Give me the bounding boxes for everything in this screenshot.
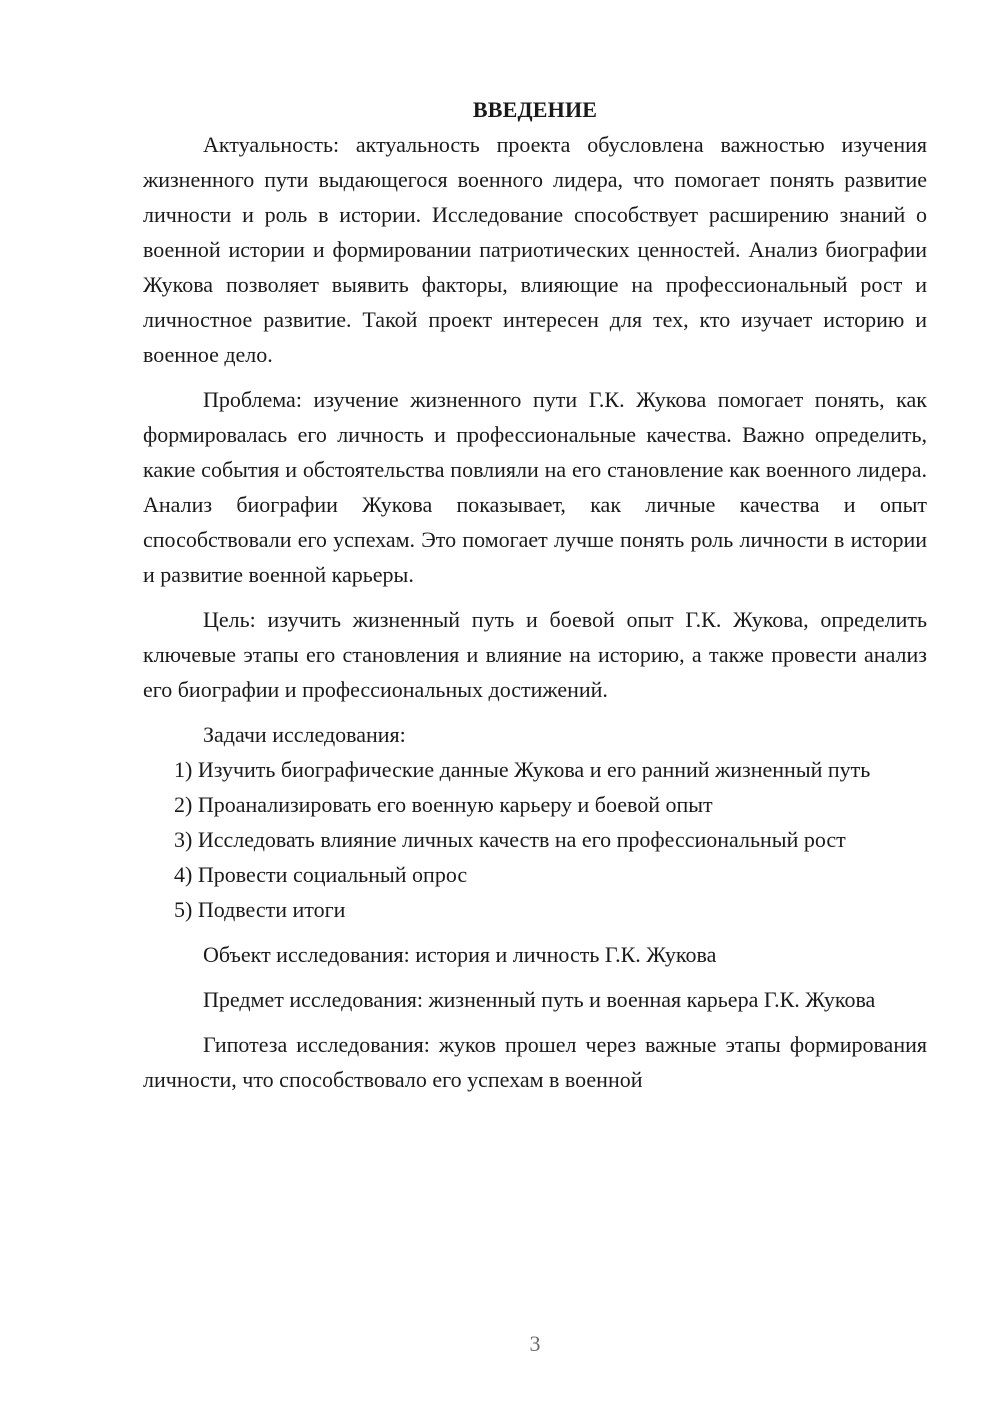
task-item: 3) Исследовать влияние личных качеств на его профессиональный рост (174, 827, 846, 852)
tasks-heading: Задачи исследования: (203, 722, 406, 747)
document-body (143, 92, 927, 1097)
page-number: 3 (529, 1331, 541, 1356)
goal-paragraph: Цель: изучить жизненный путь и боевой опыт Г.К. Жукова, определить ключевые этапы его становления и влияние на историю, а также провести анализ его биографии и профессиональных достижений. (143, 607, 927, 702)
relevance-paragraph: Актуальность: актуальность проекта обусловлена важностью изучения жизненного пути выдающегося военного лидера, что помогает понять развитие личности и роль в истории. Исследование способствует расширению знаний о военной истории и формировании патриотических ценностей. Анализ биографии Жукова позволяет выявить факторы, влияющие на профессиональный рост и личностное развитие. Такой проект интересен для тех, кто изучает историю и военное дело. (143, 132, 927, 367)
task-item: 4) Провести социальный опрос (174, 862, 468, 887)
object-paragraph: Объект исследования: история и личность Г.К. Жукова (203, 942, 717, 967)
subject-paragraph: Предмет исследования: жизненный путь и военная карьера Г.К. Жукова (203, 987, 876, 1012)
section-title: ВВЕДЕНИЕ (472, 97, 598, 122)
task-item: 5) Подвести итоги (174, 897, 346, 922)
task-item: 2) Проанализировать его военную карьеру и боевой опыт (174, 792, 713, 817)
task-item: 1) Изучить биографические данные Жукова и его ранний жизненный путь (174, 757, 871, 782)
hypothesis-paragraph: Гипотеза исследования: жуков прошел через важные этапы формирования личности, что способствовало его успехам в военной (143, 1032, 927, 1092)
problem-paragraph: Проблема: изучение жизненного пути Г.К. Жукова помогает понять, как формировалась его личность и профессиональные качества. Важно определить, какие события и обстоятельства повлияли на его становление как военного лидера. Анализ биографии Жукова показывает, как личные качества и опыт способствовали его успехам. Это помогает лучше понять роль личности в истории и развитие военной карьеры. (143, 387, 927, 587)
